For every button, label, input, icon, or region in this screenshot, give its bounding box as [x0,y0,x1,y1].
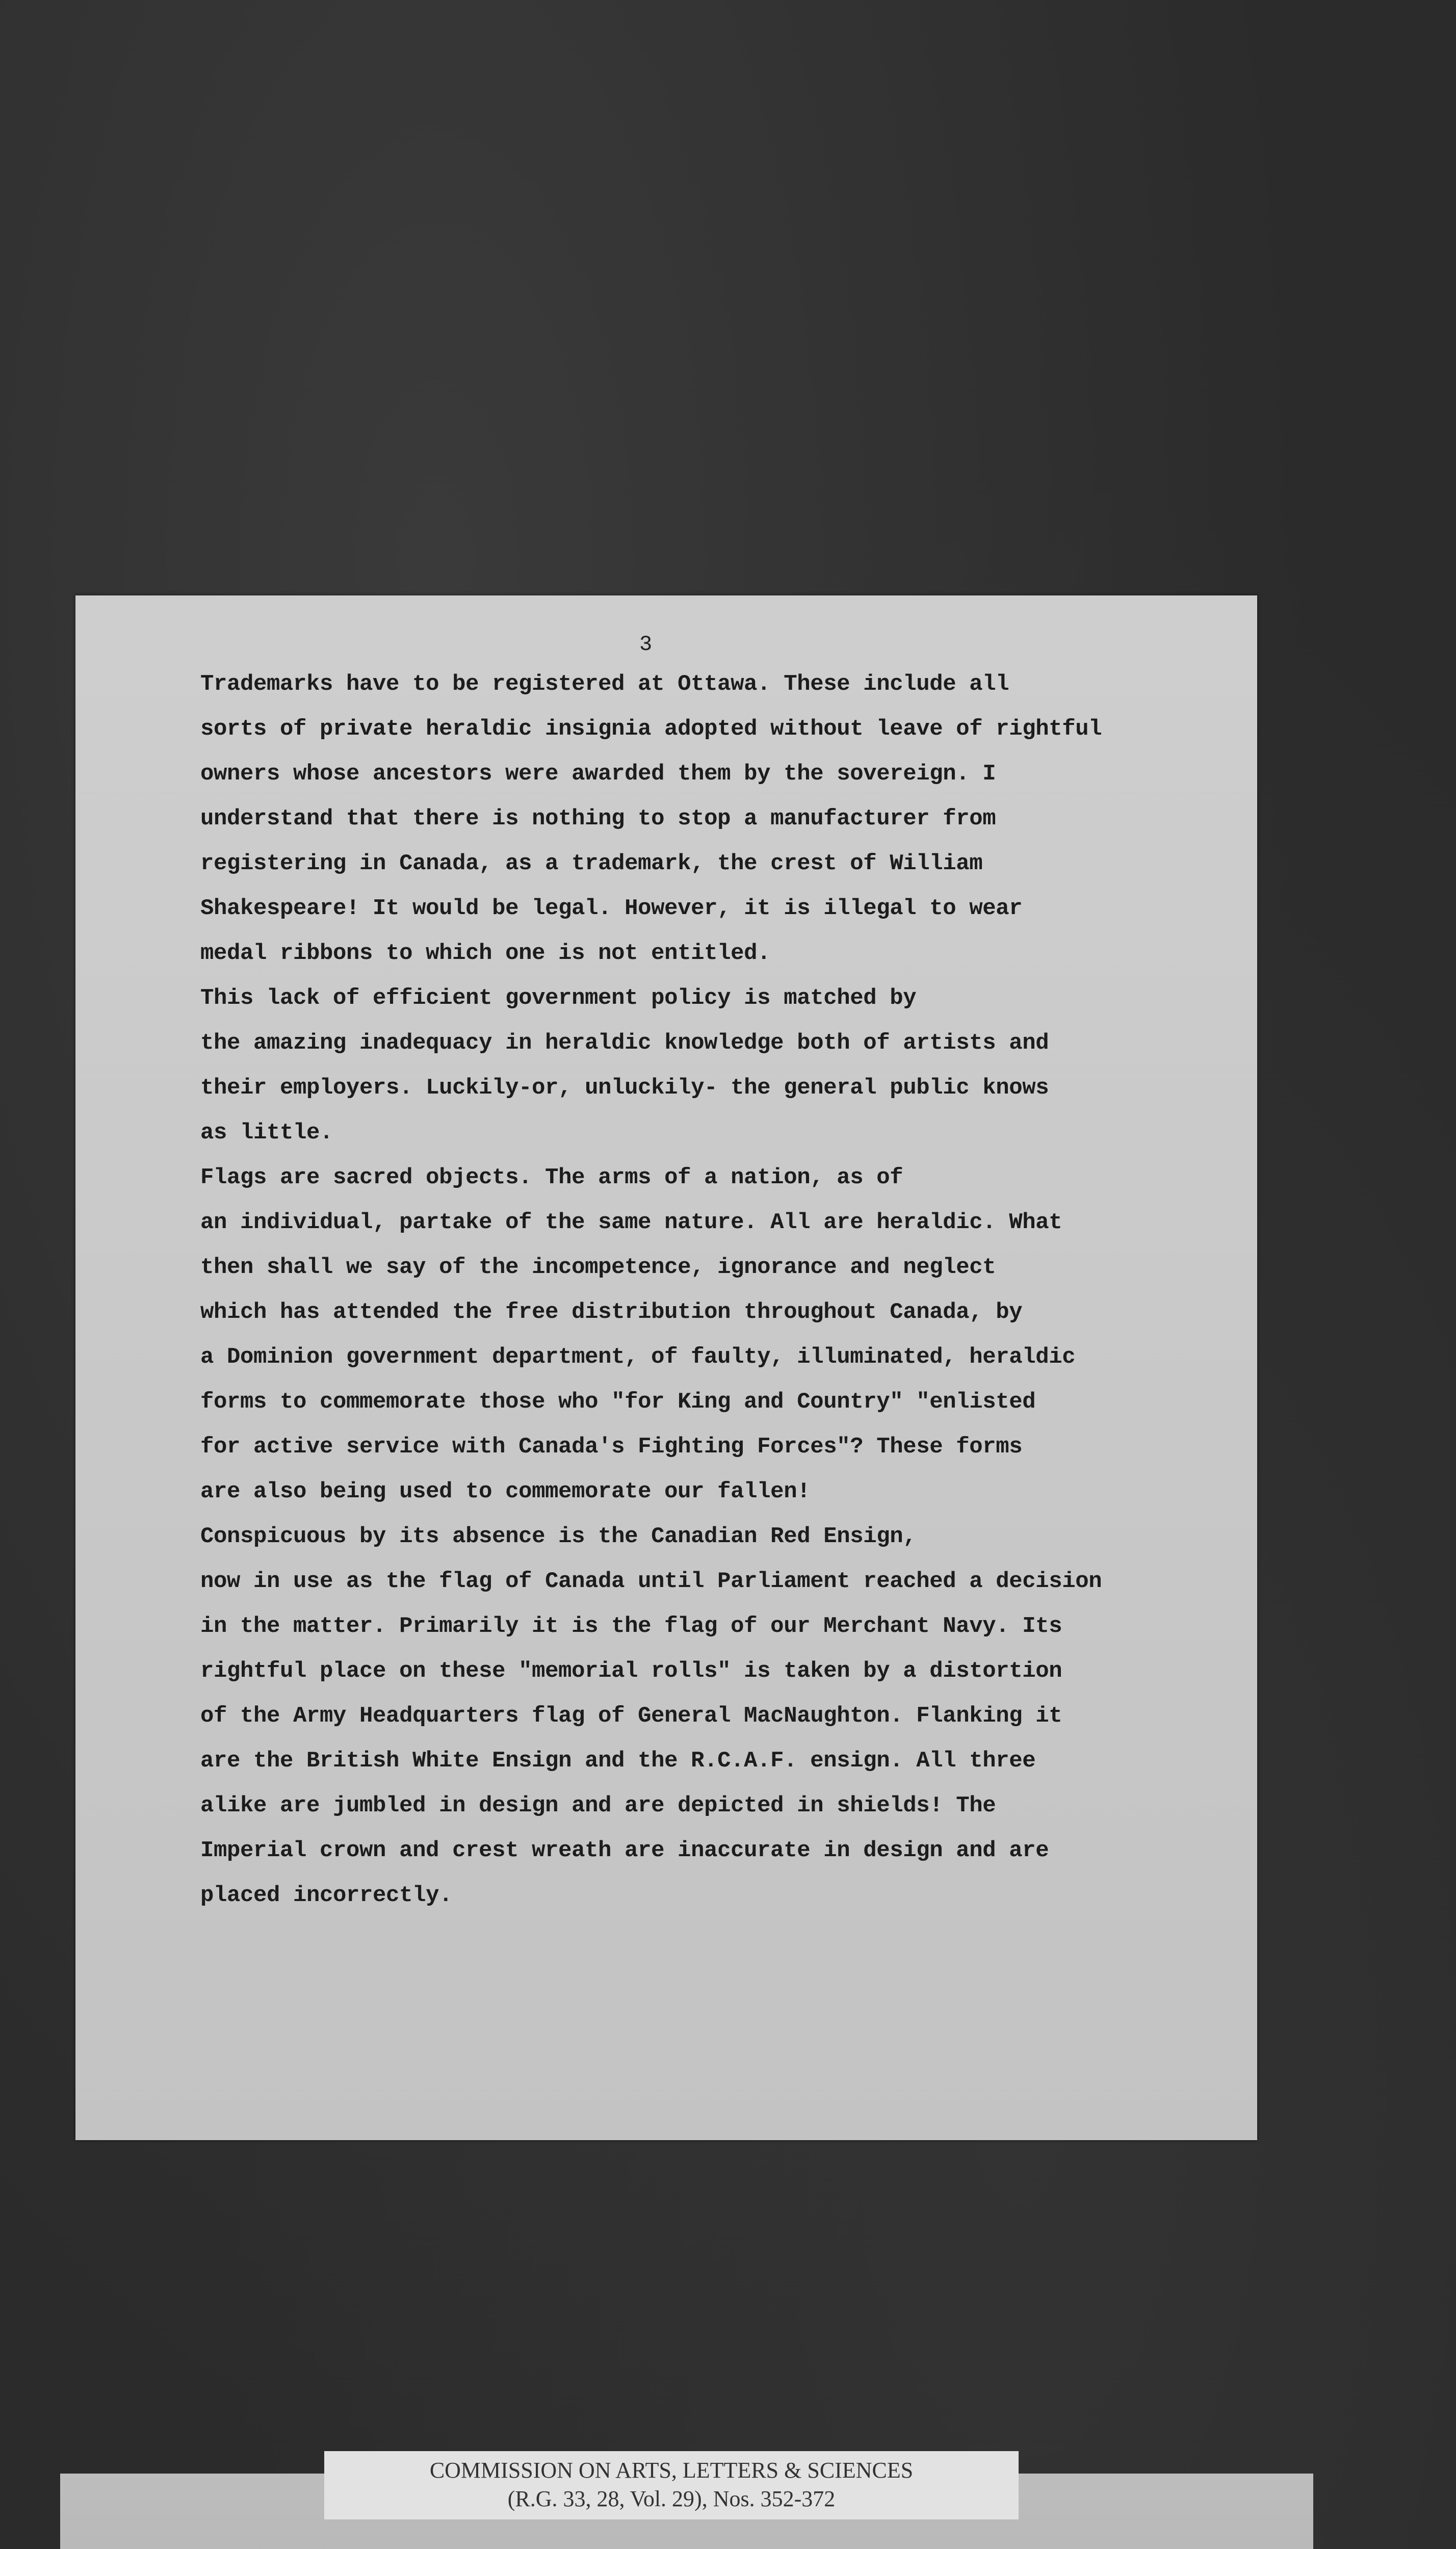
collection-label-line1: COMMISSION ON ARTS, LETTERS & SCIENCES [429,2458,914,2483]
paragraph-red-ensign: Conspicuous by its absence is the Canadian Red Ensign, now in use as the flag of Canada until Parliament reached a decision in the matter. Primarily it is the flag of our Merchant Navy. Its rightful place on these "memorial rolls" is taken by a distortion of the Army Headquarters flag of General MacNaughton. Flanking it are the British White Ensign and the R.C.A.F. ensign. All three alike are jumbled in design and are depicted in shields! The Imperial crown and crest wreath are inaccurate in design and are placed incorrectly. [200,1524,1102,1908]
typed-page [75,595,1257,2140]
page-body [200,662,1220,1918]
paragraph-government-policy: This lack of efficient government policy is matched by the amazing inadequacy in heraldic knowledge both of artists and their employers. Luckily-or, unluckily- the general public knows as little. [200,985,1049,1146]
paragraph-flags: Flags are sacred objects. The arms of a nation, as of an individual, partake of the same nature. All are heraldic. What then shall we say of the incompetence, ignorance and neglect which has attended the free distribution throughout Canada, by a Dominion government department, of faulty, illuminated, heraldic forms to commemorate those who "for King and Country" "enlisted for active service with Canada's Fighting Forces"? These forms are also being used to commemorate our fallen! [200,1165,1076,1504]
collection-label [324,2451,1019,2519]
paragraph-trademarks: Trademarks have to be registered at Ottawa. These include all sorts of private heraldic insignia adopted without leave of rightful owners whose ancestors were awarded them by the sovereign. I understand that there is nothing to stop a manufacturer from registering in Canada, as a trademark, the crest of William Shakespeare! It would be legal. However, it is illegal to wear medal ribbons to which one is not entitled. [200,671,1102,966]
collection-label-line2: (R.G. 33, 28, Vol. 29), Nos. 352-372 [507,2486,836,2511]
page-number: 3 [639,632,653,657]
